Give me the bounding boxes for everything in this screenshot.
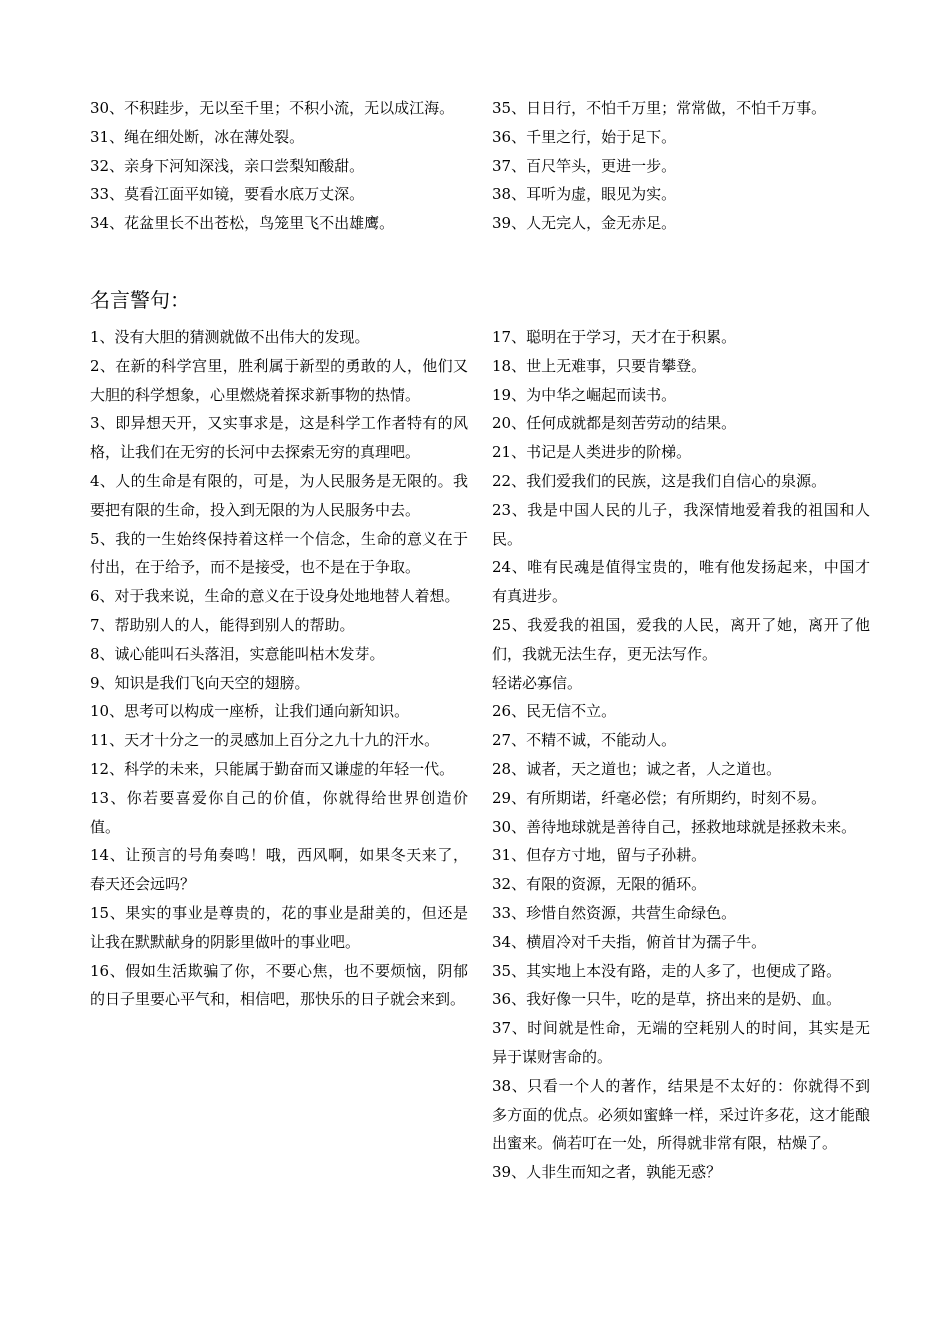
- list-item: 1、没有大胆的猜测就做不出伟大的发现。: [90, 328, 370, 346]
- list-item: 35、日日行，不怕千万里；常常做，不怕千万事。: [492, 99, 827, 117]
- list-item: 17、聪明在于学习，天才在于积累。: [492, 328, 737, 346]
- list-item: 4、人的生命是有限的，可是，为人民服务是无限的。我要把有限的生命，投入到无限的为人民服务中去。: [90, 471, 468, 519]
- list-item: 34、花盆里长不出苍松，鸟笼里飞不出雄鹰。: [90, 214, 395, 233]
- list-item: 19、为中华之崛起而读书。: [492, 385, 677, 404]
- list-item: 25、我爱我的祖国，爱我的人民，离开了她，离开了他们，我就无法生存，更无法写作。: [492, 615, 870, 663]
- list-item: 18、世上无难事，只要肯攀登。: [492, 356, 707, 375]
- list-item: 38、耳听为虚，眼见为实。: [492, 185, 677, 204]
- list-item: 轻诺必寡信。: [492, 673, 583, 692]
- list-item: 31、绳在细处断，冰在薄处裂。: [90, 127, 305, 146]
- list-item: 30、善待地球就是善待自己，拯救地球就是拯救未来。: [492, 817, 857, 836]
- proverbs-column-left: [90, 94, 468, 238]
- list-item: 23、我是中国人民的儿子，我深情地爱着我的祖国和人民。: [492, 500, 870, 548]
- list-item: 29、有所期诺，纤毫必偿；有所期约，时刻不易。: [492, 788, 827, 807]
- list-item: 39、人非生而知之者，孰能无惑？: [492, 1163, 722, 1182]
- quotes-column-left: [90, 323, 468, 1014]
- list-item: 38、只看一个人的著作，结果是不太好的：你就得不到多方面的优点。必须如蜜蜂一样，采过许多花，这才能酿出蜜来。倘若叮在一处，所得就非常有限，枯燥了。: [492, 1076, 870, 1153]
- list-item: 22、我们爱我们的民族，这是我们自信心的泉源。: [492, 471, 827, 490]
- list-item: 37、时间就是性命，无端的空耗别人的时间，其实是无异于谋财害命的。: [492, 1019, 870, 1066]
- list-item: 27、不精不诚，不能动人。: [492, 731, 677, 750]
- list-item: 37、百尺竿头，更进一步。: [492, 156, 677, 175]
- list-item: 6、对于我来说，生命的意义在于设身处地地替人着想。: [90, 587, 460, 606]
- list-item: 36、我好像一只牛，吃的是草，挤出来的是奶、血。: [492, 990, 842, 1009]
- list-item: 7、帮助别人的人，能得到别人的帮助。: [90, 615, 355, 634]
- list-item: 11、天才十分之一的灵感加上百分之九十九的汗水。: [90, 731, 440, 750]
- list-item: 15、果实的事业是尊贵的，花的事业是甜美的，但还是让我在默默献身的阴影里做叶的事业吧。: [90, 903, 468, 951]
- section-heading-quotes: 名言警句：: [90, 288, 190, 312]
- list-item: 24、唯有民魂是值得宝贵的，唯有他发扬起来，中国才有真进步。: [492, 558, 870, 606]
- list-item: 26、民无信不立。: [492, 702, 617, 721]
- list-item: 28、诚者，天之道也；诚之者，人之道也。: [492, 759, 782, 778]
- list-item: 20、任何成就都是刻苦劳动的结果。: [492, 414, 737, 433]
- list-item: 12、科学的未来，只能属于勤奋而又谦虚的年轻一代。: [90, 759, 455, 778]
- list-item: 14、让预言的号角奏鸣！哦，西风啊，如果冬天来了，春天还会远吗？: [90, 846, 468, 894]
- list-item: 35、其实地上本没有路，走的人多了，也便成了路。: [492, 961, 842, 980]
- list-item: 36、千里之行，始于足下。: [492, 127, 677, 146]
- list-item: 2、在新的科学宫里，胜利属于新型的勇敢的人，他们又大胆的科学想象，心里燃烧着探求新事物的热情。: [90, 356, 468, 404]
- list-item: 8、诚心能叫石头落泪，实意能叫枯木发芽。: [90, 644, 385, 663]
- list-item: 39、人无完人，金无赤足。: [492, 214, 677, 233]
- list-item: 3、即异想天开，又实事求是，这是科学工作者特有的风格，让我们在无穷的长河中去探索无穷的真理吧。: [90, 414, 468, 462]
- list-item: 31、但存方寸地，留与子孙耕。: [492, 846, 707, 865]
- list-item: 33、珍惜自然资源，共营生命绿色。: [492, 903, 737, 922]
- list-item: 32、亲身下河知深浅，亲口尝梨知酸甜。: [90, 156, 365, 175]
- list-item: 9、知识是我们飞向天空的翅膀。: [90, 673, 310, 692]
- list-item: 32、有限的资源，无限的循环。: [492, 875, 707, 894]
- list-item: 13、你若要喜爱你自己的价值，你就得给世界创造价值。: [90, 788, 468, 836]
- proverbs-column-right: [492, 94, 870, 238]
- list-item: 34、横眉冷对千夫指，俯首甘为孺子牛。: [492, 932, 767, 951]
- list-item: 16、假如生活欺骗了你，不要心焦，也不要烦恼，阴郁的日子里要心平气和，相信吧，那快乐的日子就会来到。: [90, 961, 468, 1009]
- list-item: 5、我的一生始终保持着这样一个信念，生命的意义在于付出，在于给予，而不是接受，也不是在于争取。: [90, 529, 468, 577]
- quotes-column-right: [492, 323, 870, 1187]
- list-item: 30、不积跬步，无以至千里；不积小流，无以成江海。: [90, 99, 455, 117]
- list-item: 33、莫看江面平如镜，要看水底万丈深。: [90, 185, 365, 204]
- list-item: 10、思考可以构成一座桥，让我们通向新知识。: [90, 702, 410, 721]
- list-item: 21、书记是人类进步的阶梯。: [492, 443, 692, 462]
